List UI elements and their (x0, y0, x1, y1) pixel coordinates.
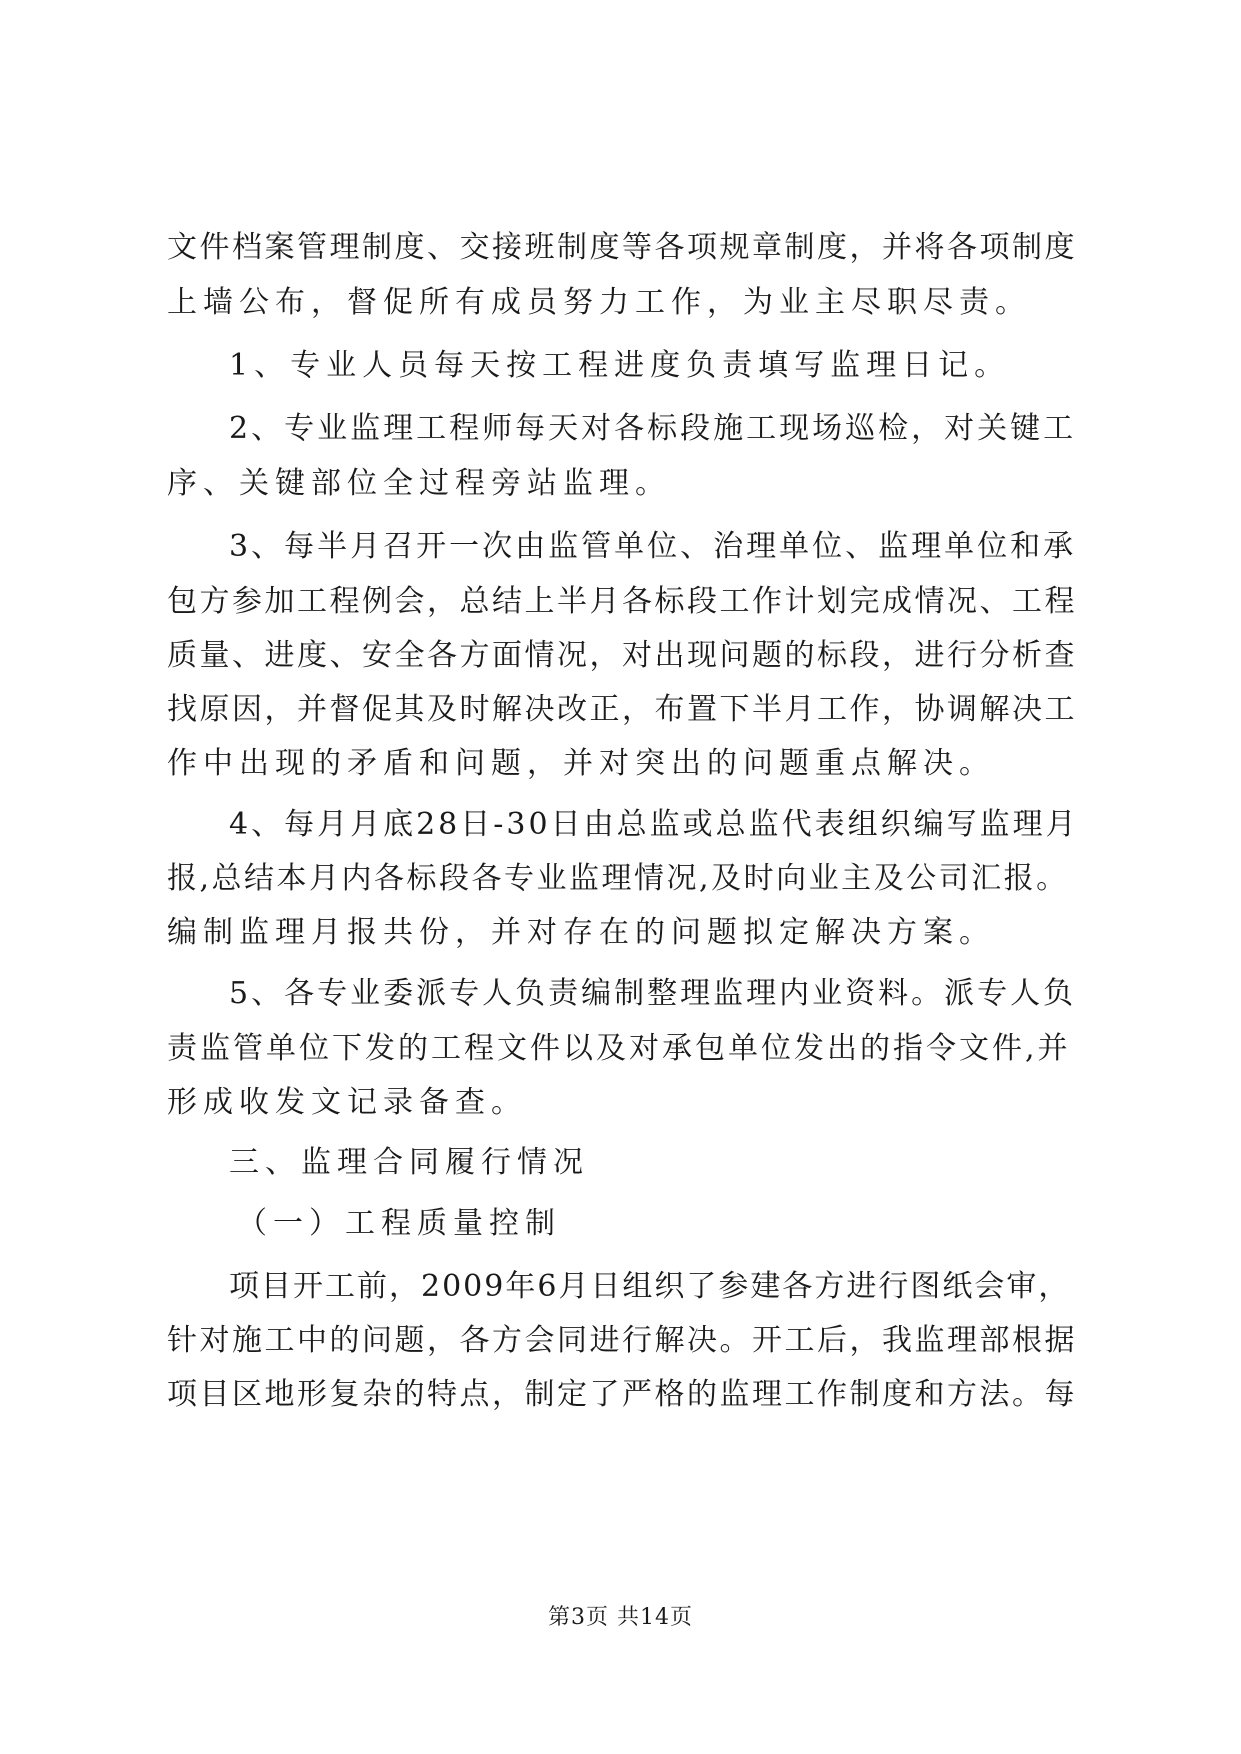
text-line: 2、专业监理工程师每天对各标段施工现场巡检，对关键工 (229, 411, 1077, 446)
section-heading: 三、监理合同履行情况 (229, 1145, 589, 1180)
text-line: 责监管单位下发的工程文件以及对承包单位发出的指令文件,并 (167, 1031, 1071, 1066)
text-line: 序、关键部位全过程旁站监理。 (167, 466, 671, 501)
text-line: 针对施工中的问题，各方会同进行解决。开工后，我监理部根据 (167, 1323, 1077, 1358)
text-line: 1、专业人员每天按工程进度负责填写监理日记。 (229, 348, 1011, 383)
text-line: 上墙公布，督促所有成员努力工作，为业主尽职尽责。 (167, 285, 1031, 320)
text-line: 报,总结本月内各标段各专业监理情况,及时向业主及公司汇报。 (167, 861, 1069, 896)
text-line: 4、每月月底28日-30日由总监或总监代表组织编写监理月 (229, 807, 1079, 842)
text-line: 包方参加工程例会，总结上半月各标段工作计划完成情况、工程 (167, 584, 1077, 619)
subsection-heading: （一）工程质量控制 (237, 1206, 561, 1241)
text-line: 5、各专业委派专人负责编制整理监理内业资料。派专人负 (229, 976, 1077, 1011)
text-line: 形成收发文记录备查。 (167, 1085, 527, 1120)
text-line: 文件档案管理制度、交接班制度等各项规章制度，并将各项制度 (167, 230, 1077, 265)
text-line: 找原因，并督促其及时解决改正，布置下半月工作，协调解决工 (167, 692, 1077, 727)
text-line: 项目开工前，2009年6月日组织了参建各方进行图纸会审， (229, 1269, 1071, 1304)
text-line: 3、每半月召开一次由监管单位、治理单位、监理单位和承 (229, 529, 1077, 564)
text-line: 作中出现的矛盾和问题，并对突出的问题重点解决。 (167, 746, 995, 781)
text-line: 项目区地形复杂的特点，制定了严格的监理工作制度和方法。每 (167, 1377, 1077, 1412)
text-line: 质量、进度、安全各方面情况，对出现问题的标段，进行分析查 (167, 638, 1077, 673)
page-number-footer: 第3页 共14页 (548, 1605, 693, 1630)
text-line: 编制监理月报共份，并对存在的问题拟定解决方案。 (167, 915, 995, 950)
